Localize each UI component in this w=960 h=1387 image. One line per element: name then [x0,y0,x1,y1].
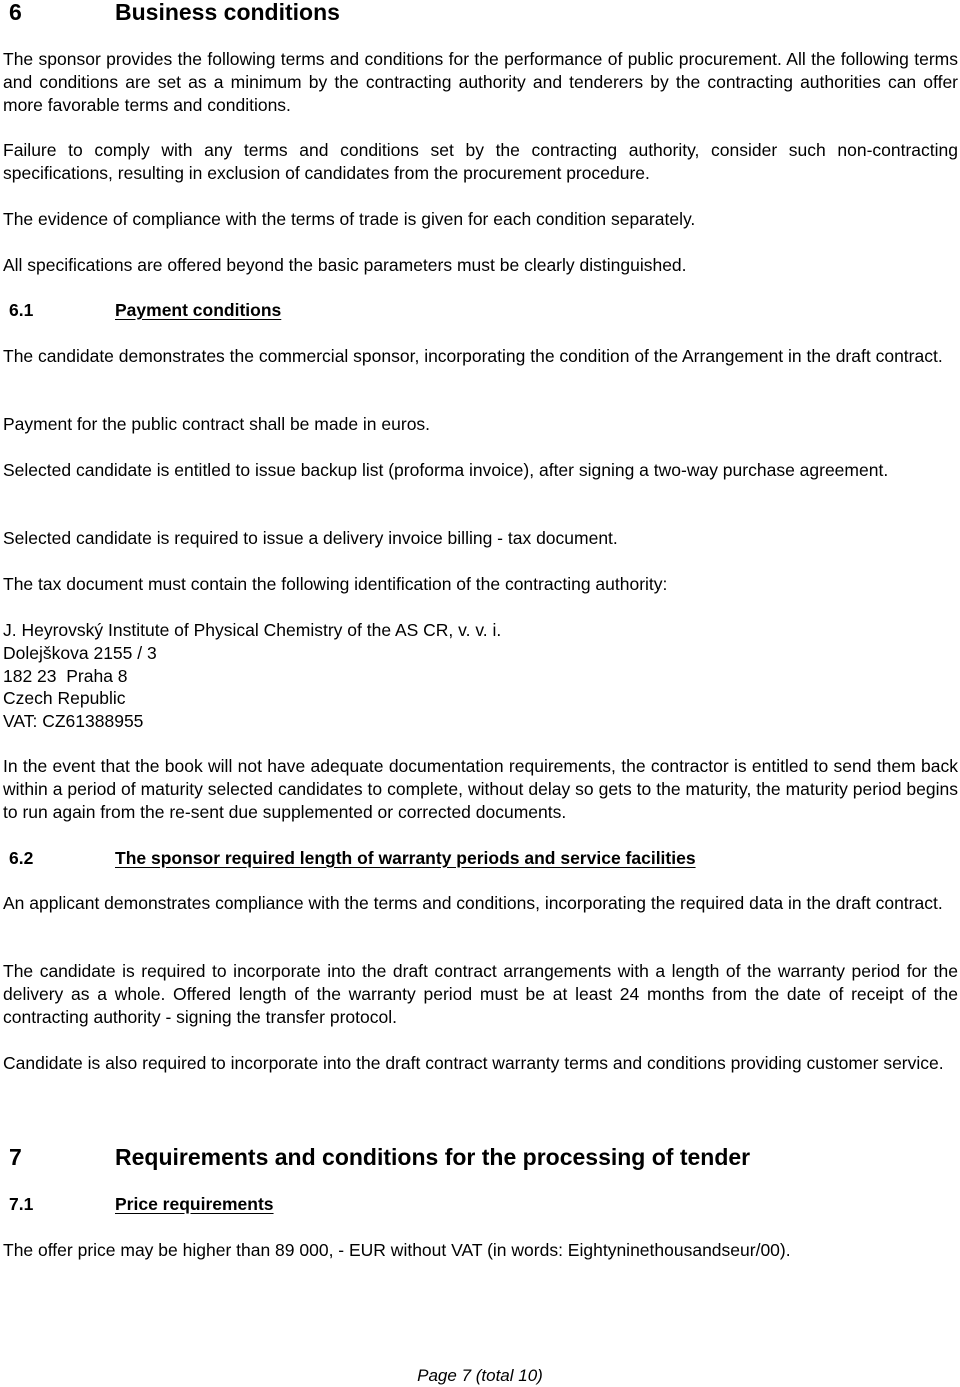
paragraph: The candidate is required to incorporate into the draft contract arrangements with a length of the warranty period for the delivery as a whole. Offered length of the warranty period must be at least 24 months from the date of receipt of the contracting authority - signing the transfer protocol. [3,961,958,1027]
paragraph: The candidate demonstrates the commercial sponsor, incorporating the condition of the Arrangement in the draft contract. [3,346,943,366]
paragraph: The evidence of compliance with the terms of trade is given for each condition separately. [3,209,696,229]
subsection-title: The sponsor required length of warranty periods and service facilities [115,848,696,868]
paragraph: In the event that the book will not have adequate documentation requirements, the contractor is entitled to send them back within a period of maturity selected candidates to complete, without delay so gets to the maturity, the maturity period begins to run again from the re-sent due supplemented or corrected documents. [3,756,958,822]
address-line: Dolejškova 2155 / 3 [3,642,157,663]
paragraph: Payment for the public contract shall be made in euros. [3,414,431,434]
contracting-authority-address [3,619,703,733]
subsection-title: Payment conditions [115,300,282,320]
paragraph: An applicant demonstrates compliance with the terms and conditions, incorporating the required data in the draft contract. [3,893,943,913]
address-line: J. Heyrovský Institute of Physical Chemistry of the AS CR, v. v. i. [3,620,502,640]
address-line: 182 23 Praha 8 [3,665,128,686]
address-line: VAT: CZ61388955 [3,711,144,732]
section-number: 6 [9,0,22,25]
paragraph: Selected candidate is entitled to issue backup list (proforma invoice), after signing a two-way purchase agreement. [3,460,889,480]
paragraph: Selected candidate is required to issue a delivery invoice billing - tax document. [3,528,618,548]
subsection-number: 6.2 [9,848,34,868]
page-number-footer: Page 7 (total 10) [417,1366,543,1385]
subsection-title: Price requirements [115,1194,274,1214]
subsection-number: 6.1 [9,300,34,320]
paragraph: The offer price may be higher than 89 000, - EUR without VAT (in words: Eightyninethousandseur/00). [3,1240,791,1260]
address-line: Czech Republic [3,688,126,709]
paragraph: All specifications are offered beyond the basic parameters must be clearly distinguished. [3,255,687,275]
paragraph: The sponsor provides the following terms and conditions for the performance of public procurement. All the following terms and conditions are set as a minimum by the contracting authority and tenderers by the contracting authorities can offer more favorable terms and conditions. [3,49,958,115]
section-number: 7 [9,1144,22,1170]
section-title: Requirements and conditions for the processing of tender [115,1144,751,1170]
paragraph: The tax document must contain the following identification of the contracting authority: [3,574,668,594]
section-title: Business conditions [115,0,340,25]
paragraph: Candidate is also required to incorporate into the draft contract warranty terms and conditions providing customer service. [3,1053,944,1073]
subsection-number: 7.1 [9,1194,34,1214]
paragraph: Failure to comply with any terms and conditions set by the contracting authority, consider such non-contracting specifications, resulting in exclusion of candidates from the procurement procedure. [3,140,958,183]
